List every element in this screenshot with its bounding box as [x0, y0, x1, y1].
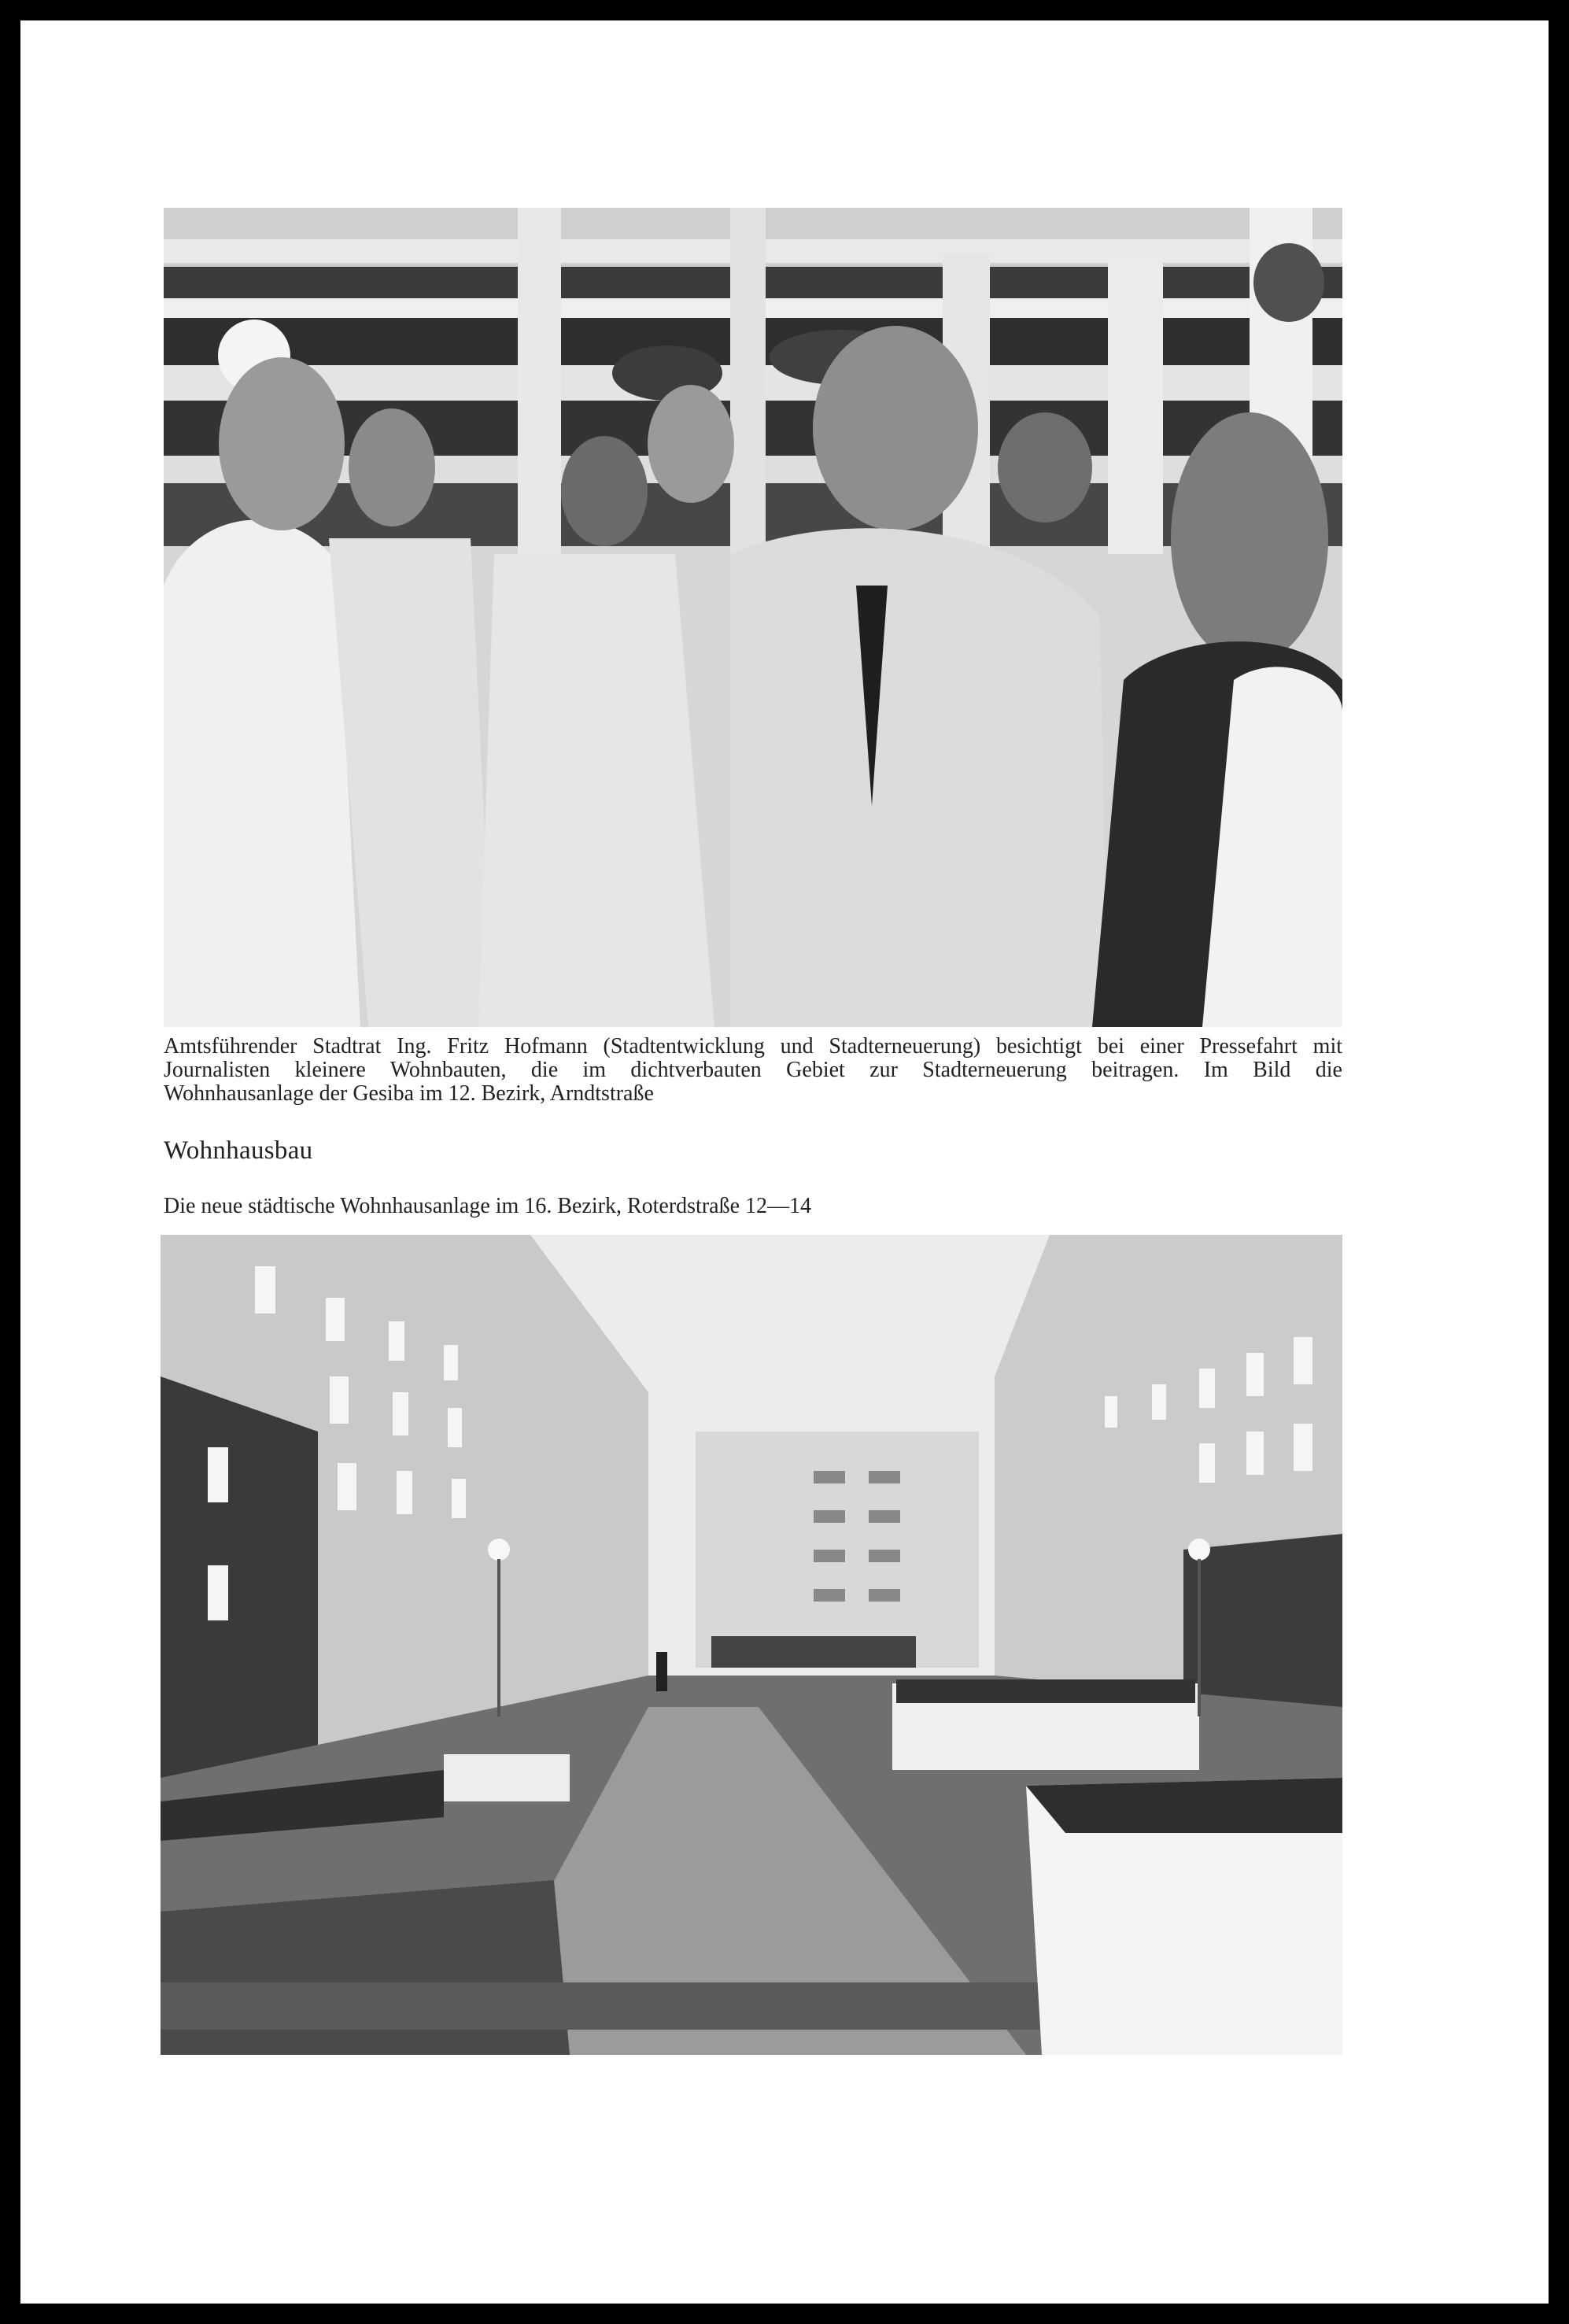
press-tour-photo [164, 208, 1342, 1027]
housing-complex-photo [161, 1235, 1342, 2055]
section-heading: Wohnhausbau [164, 1136, 313, 1165]
housing-photo-caption: Die neue städtische Wohnhausanlage im 16. Bezirk, Roterdstraße 12—14 [164, 1194, 812, 1218]
caption-line: Journalisten kleinere Wohnbauten, die im dichtverbauten Gebiet zur Stadterneuerung beitragen. Im Bild die [164, 1058, 1342, 1082]
press-tour-photo-image [164, 208, 1342, 1027]
housing-complex-photo-image [161, 1235, 1342, 2055]
caption-line: Amtsführender Stadtrat Ing. Fritz Hofmann (Stadtentwicklung und Stadterneuerung) besichtigt bei einer Pressefahrt mit [164, 1034, 1342, 1059]
document-page [20, 20, 1549, 2304]
press-tour-caption [164, 1035, 1342, 1106]
caption-line: Wohnhausanlage der Gesiba im 12. Bezirk, Arndtstraße [164, 1081, 654, 1106]
